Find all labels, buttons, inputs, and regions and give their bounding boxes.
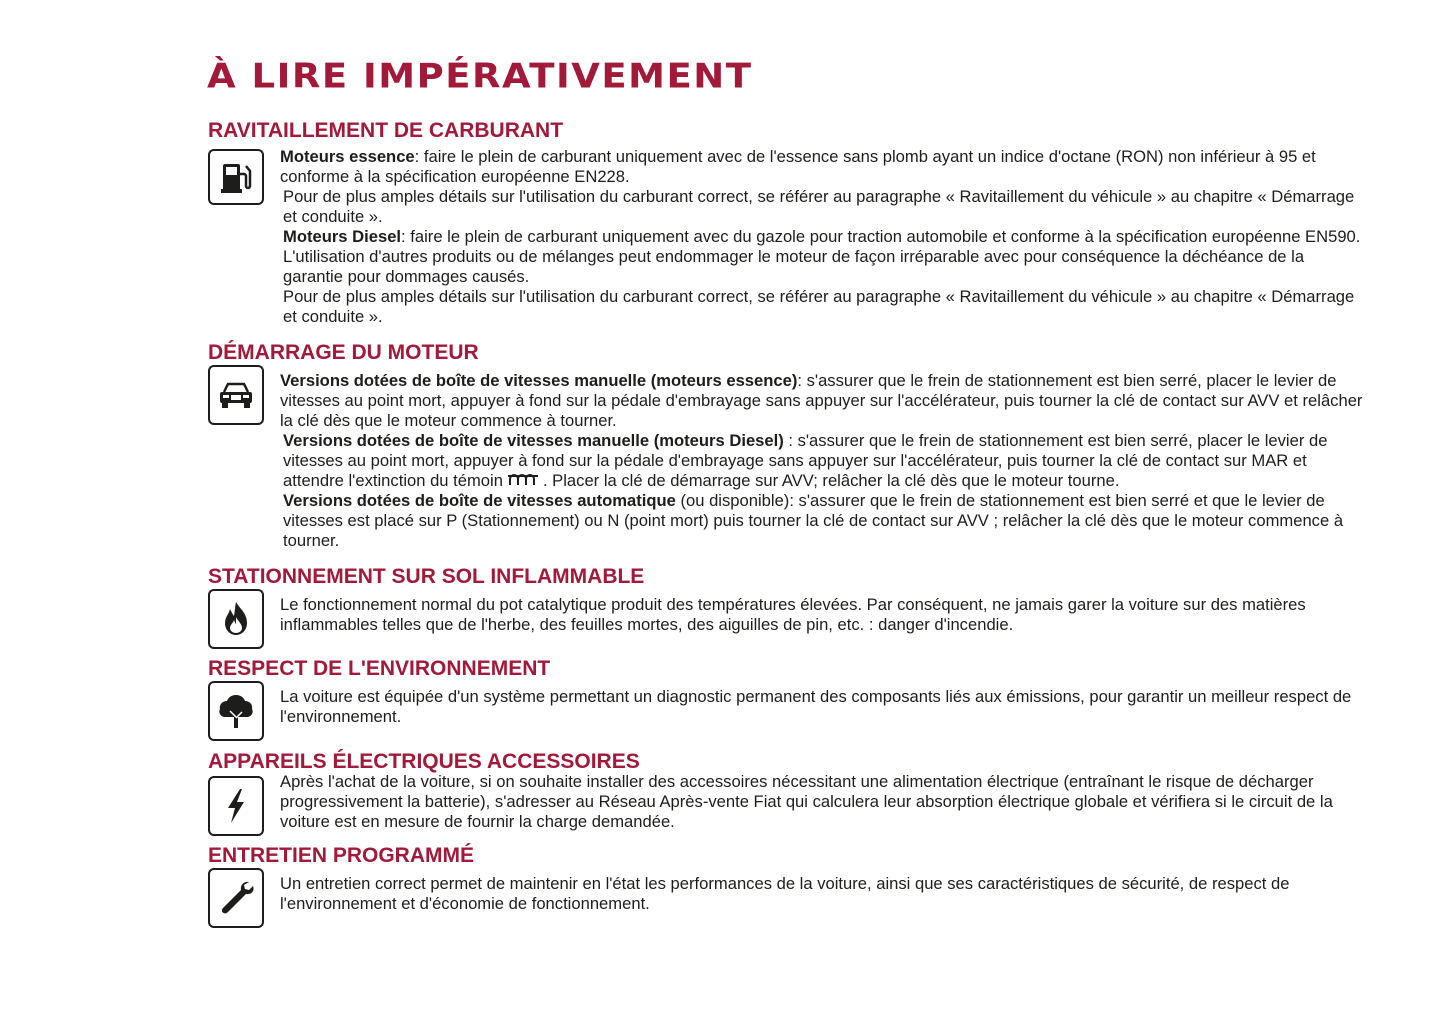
section-flammable-ground <box>208 565 1368 634</box>
paragraph-essence: Moteurs essence: faire le plein de carburant uniquement avec de l'essence sans plomb ayant un indice d'octane (RON) non inférieur à 95 et conforme à la spécification européenne EN228. <box>280 147 1316 186</box>
wrench-icon <box>208 868 264 928</box>
section-heading: ENTRETIEN PROGRAMMÉ <box>208 844 475 867</box>
section-heading: DÉMARRAGE DU MOTEUR <box>208 341 479 364</box>
paragraph-maintenance: Un entretien correct permet de maintenir en l'état les performances de la voiture, ainsi que ses caractéristiques de sécurité, de respect de l'environnement et d'économie de fonctionnement. <box>280 874 1290 913</box>
paragraph-diesel: Moteurs Diesel: faire le plein de carburant uniquement avec du gazole pour traction automobile et conforme à la spécification européenne EN590. L'utilisation d'autres produits ou de mélanges peut endommager le moteur de façon irréparable avec pour conséquence la déchéance de la garantie pour dommages causés. <box>283 227 1361 286</box>
lightning-icon <box>208 776 264 836</box>
fuel-pump-icon <box>208 149 264 205</box>
glow-plug-icon <box>503 471 543 491</box>
section-electrical-accessories <box>208 750 1368 831</box>
section-engine-start <box>208 341 1368 550</box>
paragraph-electrical: Après l'achat de la voiture, si on souhaite installer des accessoires nécessitant une alimentation électrique (entraînant le risque de décharger progressivement la batterie), s'adresser au Réseau Après-vente Fiat qui calculera leur absorption électrique globale et vérifiera si le circuit de la voiture est en mesure de fournir la charge demandée. <box>280 772 1333 831</box>
paragraph-flammable: Le fonctionnement normal du pot catalytique produit des températures élevées. Par conséquent, ne jamais garer la voiture sur des matières inflammables telles que de l'herbe, des feuilles mortes, des aiguilles de pin, etc. : danger d'incendie. <box>280 595 1306 634</box>
section-fuel <box>208 119 1368 326</box>
section-environment <box>208 657 1368 726</box>
section-heading: RAVITAILLEMENT DE CARBURANT <box>208 119 564 142</box>
car-icon <box>208 365 264 425</box>
section-maintenance <box>208 844 1368 913</box>
paragraph-environment: La voiture est équipée d'un système permettant un diagnostic permanent des composants liés aux émissions, pour garantir un meilleur respect de l'environnement. <box>280 687 1352 726</box>
section-heading: RESPECT DE L'ENVIRONNEMENT <box>208 657 551 680</box>
section-heading: APPAREILS ÉLECTRIQUES ACCESSOIRES <box>208 750 640 773</box>
paragraph-manual-diesel: Versions dotées de boîte de vitesses manuelle (moteurs Diesel) : s'assurer que le frein de stationnement est bien serré, placer le levier de vitesses au point mort, appuyer à fond sur la pédale d'embrayage sans appuyer sur l'accélérateur, puis tourner la clé de contact sur MAR et attendre l'extinction du témoin . Placer la clé de démarrage sur AVV; relâcher la clé dès que le moteur tourne. <box>283 431 1328 490</box>
flame-icon <box>208 589 264 649</box>
paragraph-automatic: Versions dotées de boîte de vitesses automatique (ou disponible): s'assurer que le frein de stationnement est bien serré et que le levier de vitesses est placé sur P (Stationnement) ou N (point mort) puis tourner la clé de contact sur AVV ; relâcher la clé dès que le moteur commence à tourner. <box>283 491 1344 550</box>
section-heading: STATIONNEMENT SUR SOL INFLAMMABLE <box>208 565 645 588</box>
page-title: À LIRE IMPÉRATIVEMENT <box>207 56 753 96</box>
paragraph-essence-details: Pour de plus amples détails sur l'utilisation du carburant correct, se référer au paragraphe « Ravitaillement du véhicule » au chapitre « Démarrage et conduite ». <box>283 187 1355 226</box>
paragraph-manual-essence: Versions dotées de boîte de vitesses manuelle (moteurs essence): s'assurer que le frein de stationnement est bien serré, placer le levier de vitesses au point mort, appuyer à fond sur la pédale d'embrayage sans appuyer sur l'accélérateur, puis tourner la clé de contact sur AVV et relâcher la clé dès que le moteur commence à tourner. <box>280 371 1363 430</box>
paragraph-diesel-details: Pour de plus amples détails sur l'utilisation du carburant correct, se référer au paragraphe « Ravitaillement du véhicule » au chapitre « Démarrage et conduite ». <box>283 287 1355 326</box>
tree-icon <box>208 681 264 741</box>
